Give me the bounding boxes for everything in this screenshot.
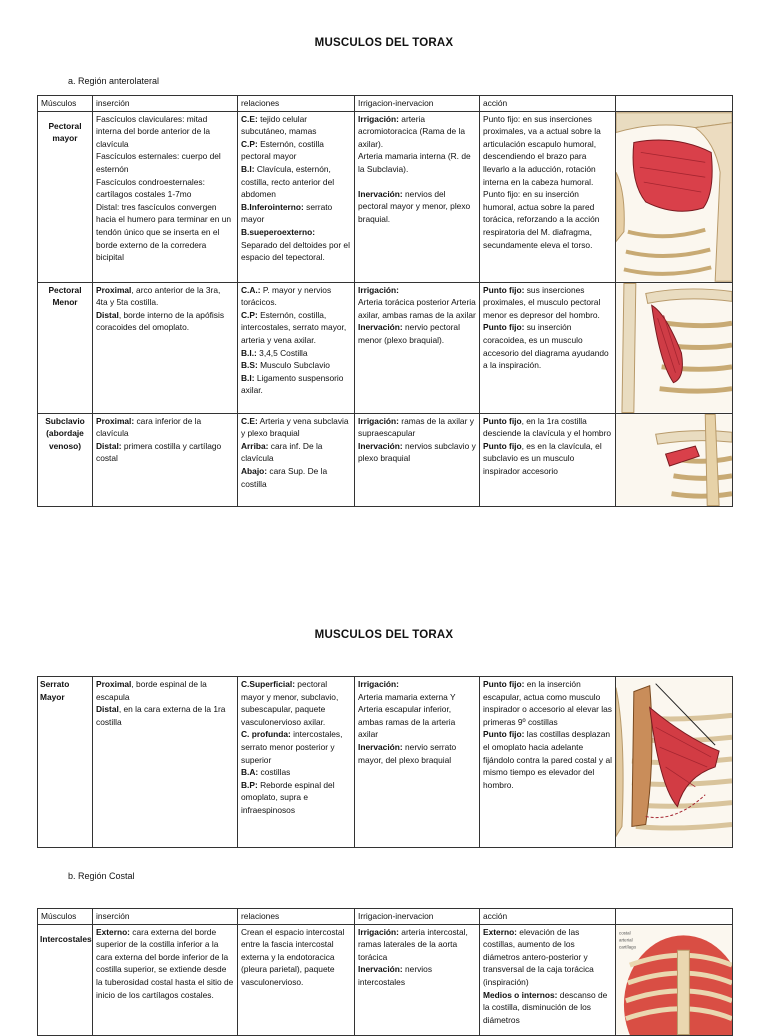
accion-cell: Punto fijo: en la inserción escapular, actua como musculo inspirador o accesorio al elevar las primeras 9º costillas Punto fijo: las costillas desplazan el omoplato hacia adelante fijándolo contra la pared costal y al mismo tiempo es elevador del hombro. <box>480 677 616 848</box>
muscles-table-serrato <box>37 676 733 848</box>
pectoral-mayor-illustration <box>616 112 732 282</box>
header-accion: acción <box>480 909 616 925</box>
muscles-table-anterolateral <box>37 95 733 507</box>
irrigacion-cell: Irrigación: ramas de la axilar y supraescapular Inervación: nervios subclavio y plexo braquial <box>355 413 480 506</box>
pectoral-mayor-figure <box>616 111 733 282</box>
irrigacion-cell: Irrigación: arteria acromiotoracica (Rama de la axilar). Arteria mamaria interna (R. de la Subclavia). Inervación: nervios del pectoral mayor y menor, plexo braquial. <box>355 111 480 282</box>
serrato-figure <box>616 677 733 848</box>
section-heading-2: b. Región Costal <box>68 871 135 881</box>
relaciones-cell: Crean el espacio intercostal entre la fascia intercostal externa y la endotoracica (pleura parietal), paquete vasculonervioso. <box>238 924 355 1035</box>
relaciones-cell: C.E: tejido celular subcutáneo, mamas C.P: Esternón, costilla pectoral mayor B.I: Clavícula, esternón, costilla, recto anterior del abdomen B.Inferointerno: serrato mayor B.sueperoexterno: Separado del deltoides por el espacio del tepectoral. <box>238 111 355 282</box>
header-image <box>616 909 733 925</box>
header-insercion: inserción <box>93 909 238 925</box>
table-row <box>38 924 733 1035</box>
relaciones-cell: C.A.: P. mayor y nervios torácicos. C.P: Esternón, costilla, intercostales, serrato mayor, arteria y vena axilar. B.I.: 3,4,5 Costilla B.S: Musculo Subclavio B.I: Ligamento suspensorio axilar. <box>238 282 355 413</box>
table-header-row <box>38 96 733 112</box>
header-relaciones: relaciones <box>238 909 355 925</box>
pectoral-menor-figure <box>616 282 733 413</box>
intercostales-figure <box>616 924 733 1035</box>
muscle-name: Serrato Mayor <box>38 677 93 848</box>
insercion-cell: Proximal, borde espinal de la escapula Distal, en la cara externa de la 1ra costilla <box>93 677 238 848</box>
accion-cell: Punto fijo: en sus inserciones proximales, va a actual sobre la articulación escapulo humoral, descendiendo el brazo para llevarlo a la aducción, rotación interna en la cabeza humoral. Punto fijo: en su inserción humoral, actua sobre la pared torácica, reforzando a la acción respiratoria del M. diafragma, secundamente eleva el torso. <box>480 111 616 282</box>
subclavio-illustration <box>616 414 732 506</box>
page-title-2: MUSCULOS DEL TORAX <box>314 629 454 641</box>
serrato-mayor-illustration <box>616 677 732 847</box>
subclavio-figure <box>616 413 733 506</box>
intercostales-illustration <box>616 925 732 1035</box>
relaciones-cell: C.E: Arteria y vena subclavia y plexo braquial Arriba: cara inf. De la clavícula Abajo: cara Sup. De la costilla <box>238 413 355 506</box>
fig-label: cartílago <box>618 943 637 949</box>
header-relaciones: relaciones <box>238 96 355 112</box>
table-row <box>38 282 733 413</box>
insercion-cell: Fascículos claviculares: mitad interna del borde anterior de la clavícula Fascículos esternales: cuerpo del esternón Fascículos condroesternales: cartílagos costales 1-7mo Distal: tres fascículos convergen hacia el humero para terminar en un tendón único que se inserta en el borde externo de la corredera bicipital <box>93 111 238 282</box>
muscle-name: Pectoral Menor <box>38 282 93 413</box>
table-row <box>38 413 733 506</box>
table-row <box>38 111 733 282</box>
table-row <box>38 677 733 848</box>
accion-cell: Externo: elevación de las costillas, aumento de los diámetros antero-posterior y transversal de la caja torácica (inspiración) Medios o internos: descanso de la costilla, disminución de los diámetros <box>480 924 616 1035</box>
header-insercion: inserción <box>93 96 238 112</box>
muscles-table-costal <box>37 908 733 1036</box>
relaciones-cell: C.Superficial: pectoral mayor y menor, subclavio, subescapular, paquete vasculonervioso axilar. C. profunda: intercostales, serrato menor posterior y superior B.A: costillas B.P: Reborde espinal del omoplato, supra e infraespinosos <box>238 677 355 848</box>
accion-cell: Punto fijo: sus inserciones proximales, el musculo pectoral menor es depresor del hombro. Punto fijo: su inserción coracoidea, es un musculo accesorio del diagrama ayudando a la inspiración. <box>480 282 616 413</box>
irrigacion-cell: Irrigación: Arteria mamaria externa Y Arteria escapular inferior, ambas ramas de la arteria axilar Inervación: nervio serrato mayor, del plexo braquial <box>355 677 480 848</box>
page-title: MUSCULOS DEL TORAX <box>314 37 454 49</box>
pectoral-menor-illustration <box>616 283 732 413</box>
insercion-cell: Proximal: cara inferior de la clavícula Distal: primera costilla y cartílago costal <box>93 413 238 506</box>
accion-cell: Punto fijo, en la 1ra costilla desciende la clavícula y el hombro Punto fijo, es en la clavícula, el subclavio es un musculo inspirador accesorio <box>480 413 616 506</box>
insercion-cell: Externo: cara externa del borde superior de la costilla inferior a la cara externa del borde inferior de la costilla superior, se extiende desde la tuberosidad costal hasta el sitio de inicio de los cartílagos costales. <box>93 924 238 1035</box>
fig-label: arterial <box>618 936 633 942</box>
header-irrigacion: Irrigacion-inervacion <box>355 96 480 112</box>
header-musculos: Músculos <box>38 96 93 112</box>
table-header-row <box>38 909 733 925</box>
header-musculos: Músculos <box>38 909 93 925</box>
fig-label: costal <box>618 929 631 935</box>
muscle-name: Pectoral mayor <box>38 111 93 282</box>
header-accion: acción <box>480 96 616 112</box>
header-image <box>616 96 733 112</box>
irrigacion-cell: Irrigación: Arteria torácica posterior Arteria axilar, ambas ramas de la axilar Inervación: nervio pectoral menor (plexo braquial). <box>355 282 480 413</box>
irrigacion-cell: Irrigación: arteria intercostal, ramas laterales de la aorta torácica Inervación: nervios intercostales <box>355 924 480 1035</box>
section-heading: a. Región anterolateral <box>68 76 160 86</box>
muscle-name: Subclavio (abordaje venoso) <box>38 413 93 506</box>
insercion-cell: Proximal, arco anterior de la 3ra, 4ta y 5ta costilla. Distal, borde interno de la apófisis coracoides del omoplato. <box>93 282 238 413</box>
muscle-name: Intercostales <box>38 924 93 1035</box>
header-irrigacion: Irrigacion-inervacion <box>355 909 480 925</box>
